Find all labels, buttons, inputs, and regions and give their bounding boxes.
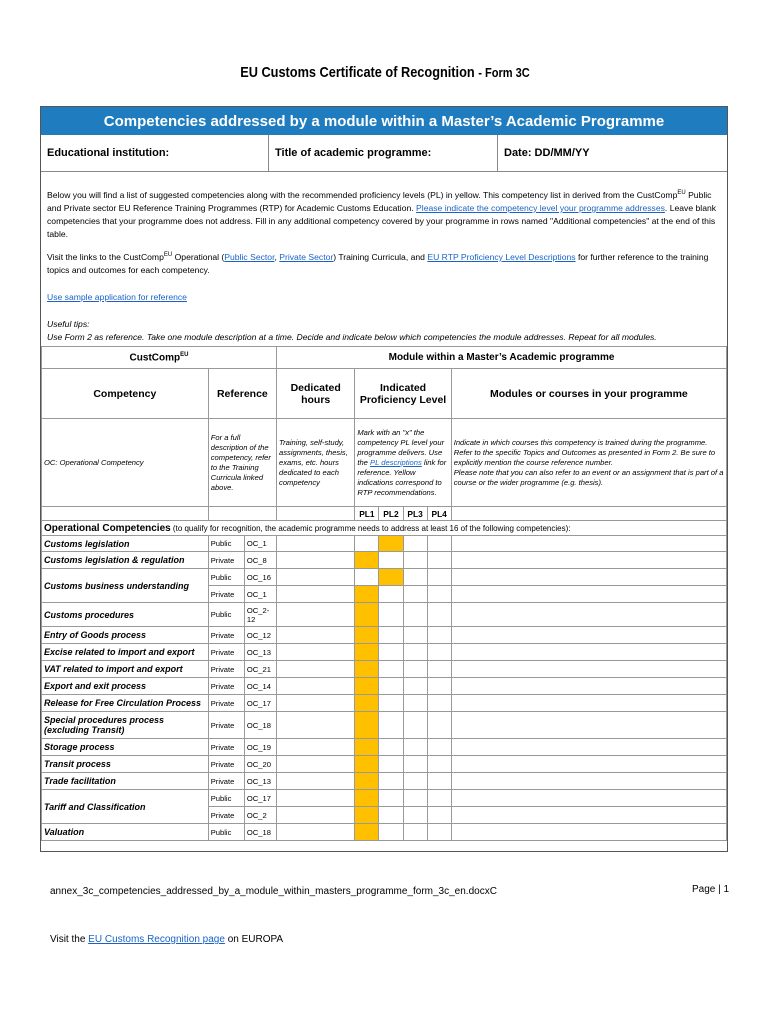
pl3-cell[interactable] — [403, 695, 427, 712]
pl1-header: PL1 — [355, 507, 379, 521]
hours-input-cell[interactable] — [277, 569, 355, 586]
section-banner: Competencies addressed by a module within a Master’s Academic Programme — [41, 107, 727, 135]
pl3-cell[interactable] — [403, 603, 427, 627]
sector-cell: Private — [208, 695, 244, 712]
pl3-cell[interactable] — [403, 678, 427, 695]
pl4-cell[interactable] — [427, 603, 451, 627]
competency-name: Valuation — [42, 824, 209, 841]
pl3-cell[interactable] — [403, 552, 427, 569]
pl3-cell[interactable] — [403, 536, 427, 552]
pl3-cell[interactable] — [403, 807, 427, 824]
pl2-cell[interactable] — [379, 695, 403, 712]
reference-code: OC_13 — [244, 644, 276, 661]
pl2-cell[interactable] — [379, 603, 403, 627]
pl2-cell[interactable] — [379, 773, 403, 790]
header-fields — [41, 135, 727, 172]
level-note: Mark with an "x" the competency PL level your programme delivers. Use the PL descriptions link for reference. Yellow indications correspond to RTP recommendations. — [355, 419, 451, 507]
pl1-cell[interactable] — [355, 773, 379, 790]
competency-row — [42, 756, 727, 773]
pl1-cell[interactable] — [355, 569, 379, 586]
pl1-cell[interactable] — [355, 536, 379, 552]
hours-col-header: Dedicated hours — [277, 369, 355, 419]
competency-name: Transit process — [42, 756, 209, 773]
modules-input-cell[interactable] — [451, 603, 726, 627]
pl4-cell[interactable] — [427, 661, 451, 678]
competency-name: Customs procedures — [42, 603, 209, 627]
pl1-cell[interactable] — [355, 790, 379, 807]
competency-row — [42, 824, 727, 841]
competency-name: Export and exit process — [42, 678, 209, 695]
pl2-cell[interactable] — [379, 661, 403, 678]
competency-row — [42, 678, 727, 695]
sector-cell: Private — [208, 739, 244, 756]
modules-input-cell[interactable] — [451, 536, 726, 552]
pl2-cell[interactable] — [379, 807, 403, 824]
hours-input-cell[interactable] — [277, 824, 355, 841]
modules-input-cell[interactable] — [451, 790, 726, 807]
instructions — [47, 187, 723, 344]
pl3-header: PL3 — [403, 507, 427, 521]
modules-input-cell[interactable] — [451, 678, 726, 695]
competency-name: VAT related to import and export — [42, 661, 209, 678]
pl1-cell[interactable] — [355, 586, 379, 603]
pl2-cell[interactable] — [379, 536, 403, 552]
pl4-cell[interactable] — [427, 790, 451, 807]
reference-col-header: Reference — [208, 369, 276, 419]
reference-code: OC_18 — [244, 824, 276, 841]
reference-code: OC_1 — [244, 536, 276, 552]
pl2-cell[interactable] — [379, 644, 403, 661]
modules-input-cell[interactable] — [451, 712, 726, 739]
hours-input-cell[interactable] — [277, 773, 355, 790]
intro-paragraph-1: Below you will find a list of suggested competencies along with the recommended proficiency levels (PL) in yellow. This competency list in derived from the CustComp$^{EU}$ Public and Private sector EU Reference Training Programmes (RTP) for Academic Customs Education. Please indicate the competency level your programme addresses. Leave blank competencies that your programme does not address. Fill in any additional competency covered by your programme in rows named "Additional competencies" at the end of this table. — [47, 189, 717, 239]
hours-input-cell[interactable] — [277, 807, 355, 824]
competency-table — [41, 346, 727, 841]
pl4-cell[interactable] — [427, 552, 451, 569]
pl1-cell[interactable] — [355, 678, 379, 695]
modules-input-cell[interactable] — [451, 739, 726, 756]
pl3-cell[interactable] — [403, 790, 427, 807]
pl1-cell[interactable] — [355, 644, 379, 661]
pl4-cell[interactable] — [427, 773, 451, 790]
pl1-cell[interactable] — [355, 603, 379, 627]
pl3-cell[interactable] — [403, 627, 427, 644]
sector-cell: Private — [208, 644, 244, 661]
eu-recognition-link[interactable]: EU Customs Recognition page — [88, 934, 225, 945]
reference-code: OC_1 — [244, 586, 276, 603]
date-field[interactable]: Date: DD/MM/YY — [504, 147, 590, 159]
modules-note: Indicate in which courses this competency is trained during the programme. Refer to the specific Topics and Outcomes as presented in Form 2. Be sure to explicitly mention the course reference number. Please note that you can also refer to an event or an assignment that is part of a course or the wider programme (e.g. thesis). — [451, 419, 726, 507]
competency-row — [42, 536, 727, 552]
pl2-cell[interactable] — [379, 586, 403, 603]
modules-input-cell[interactable] — [451, 807, 726, 824]
pl1-cell[interactable] — [355, 739, 379, 756]
modules-input-cell[interactable] — [451, 824, 726, 841]
title-text: EU Customs Certificate of Recognition — [240, 64, 475, 81]
competency-name: Trade facilitation — [42, 773, 209, 790]
pl4-cell[interactable] — [427, 569, 451, 586]
pl1-cell[interactable] — [355, 661, 379, 678]
competency-rows — [42, 536, 727, 841]
hours-input-cell[interactable] — [277, 536, 355, 552]
modules-input-cell[interactable] — [451, 756, 726, 773]
reference-code: OC_8 — [244, 552, 276, 569]
reference-code: OC_2 — [244, 807, 276, 824]
reference-code: OC_17 — [244, 790, 276, 807]
sector-cell: Public — [208, 790, 244, 807]
reference-code: OC_17 — [244, 695, 276, 712]
sector-cell: Private — [208, 661, 244, 678]
pl2-cell[interactable] — [379, 824, 403, 841]
pl1-cell[interactable] — [355, 695, 379, 712]
pl2-cell[interactable] — [379, 756, 403, 773]
sector-cell: Private — [208, 586, 244, 603]
hours-input-cell[interactable] — [277, 586, 355, 603]
footer-visit: Visit the EU Customs Recognition page on EUROPA — [50, 934, 284, 945]
competency-row — [42, 739, 727, 756]
indicate-level-link: Please indicate the competency level your programme addresses — [416, 202, 665, 213]
hours-input-cell[interactable] — [277, 695, 355, 712]
competency-row — [42, 603, 727, 627]
pl3-cell[interactable] — [403, 712, 427, 739]
competency-row — [42, 712, 727, 739]
pl-descriptions-link[interactable]: EU RTP Proficiency Level Descriptions — [427, 251, 576, 262]
sector-cell: Private — [208, 807, 244, 824]
oc-label: OC: Operational Competency — [42, 419, 209, 507]
competency-name: Storage process — [42, 739, 209, 756]
intro-paragraph-2: Visit the links to the CustComp$^{EU}$ Operational (Public Sector, Private Sector) Training Curricula, and EU RTP Proficiency Level Descriptions for further reference to the training topics and outcomes for each competency. — [47, 251, 709, 275]
pl1-cell[interactable] — [355, 807, 379, 824]
reference-code: OC_12 — [244, 627, 276, 644]
sector-cell: Private — [208, 712, 244, 739]
modules-input-cell[interactable] — [451, 586, 726, 603]
hours-note: Training, self-study, assignments, thesis, exams, etc. hours dedicated to each competency — [277, 419, 355, 507]
modules-col-header: Modules or courses in your programme — [451, 369, 726, 419]
sector-cell: Private — [208, 678, 244, 695]
sector-cell: Private — [208, 756, 244, 773]
section-title-row: Operational Competencies (to qualify for recognition, the academic programme needs to address at least 16 of the following competencies): — [42, 521, 727, 536]
reference-code: OC_18 — [244, 712, 276, 739]
custcomp-header: CustComp$^{EU}$ — [42, 347, 277, 369]
competency-row — [42, 695, 727, 712]
pl2-cell[interactable] — [379, 678, 403, 695]
private-sector-link[interactable]: Private Sector — [279, 251, 334, 262]
sector-cell: Private — [208, 627, 244, 644]
hours-input-cell[interactable] — [277, 756, 355, 773]
pl3-cell[interactable] — [403, 569, 427, 586]
modules-input-cell[interactable] — [451, 569, 726, 586]
pl1-cell[interactable] — [355, 756, 379, 773]
pl2-cell[interactable] — [379, 552, 403, 569]
pl1-cell[interactable] — [355, 712, 379, 739]
hours-input-cell[interactable] — [277, 603, 355, 627]
reference-code: OC_20 — [244, 756, 276, 773]
sector-cell: Private — [208, 552, 244, 569]
modules-input-cell[interactable] — [451, 627, 726, 644]
sector-cell: Public — [208, 824, 244, 841]
modules-input-cell[interactable] — [451, 661, 726, 678]
modules-input-cell[interactable] — [451, 552, 726, 569]
competency-name: Release for Free Circulation Process — [42, 695, 209, 712]
pl4-cell[interactable] — [427, 678, 451, 695]
pl2-header: PL2 — [379, 507, 403, 521]
hours-input-cell[interactable] — [277, 790, 355, 807]
competency-row — [42, 644, 727, 661]
competency-name: Special procedures process (excluding Transit) — [42, 712, 209, 739]
reference-code: OC_21 — [244, 661, 276, 678]
reference-code: OC_13 — [244, 773, 276, 790]
pl4-cell[interactable] — [427, 536, 451, 552]
public-sector-link[interactable]: Public Sector — [224, 251, 275, 262]
sample-application-link[interactable]: Use sample application for reference — [47, 291, 187, 302]
pl2-cell[interactable] — [379, 712, 403, 739]
pl3-cell[interactable] — [403, 756, 427, 773]
competency-row — [42, 627, 727, 644]
document-title — [58, 64, 713, 81]
hours-input-cell[interactable] — [277, 678, 355, 695]
hours-input-cell[interactable] — [277, 644, 355, 661]
hours-input-cell[interactable] — [277, 712, 355, 739]
competency-col-header: Competency — [42, 369, 209, 419]
pl1-cell[interactable] — [355, 627, 379, 644]
form-frame — [40, 106, 728, 852]
pl2-cell[interactable] — [379, 790, 403, 807]
pl2-cell[interactable] — [379, 739, 403, 756]
competency-name: Customs legislation & regulation — [42, 552, 209, 569]
pl4-cell[interactable] — [427, 807, 451, 824]
sector-cell: Private — [208, 773, 244, 790]
level-col-header: Indicated Proficiency Level — [355, 369, 451, 419]
reference-code: OC_2-12 — [244, 603, 276, 627]
sector-cell: Public — [208, 536, 244, 552]
modules-input-cell[interactable] — [451, 773, 726, 790]
programme-title-field[interactable]: Title of academic programme: — [269, 135, 498, 171]
pl4-cell[interactable] — [427, 695, 451, 712]
pl3-cell[interactable] — [403, 644, 427, 661]
competency-row — [42, 661, 727, 678]
competency-name: Tariff and Classification — [42, 790, 209, 824]
pl3-cell[interactable] — [403, 739, 427, 756]
pl4-cell[interactable] — [427, 739, 451, 756]
sector-cell: Public — [208, 603, 244, 627]
sector-cell: Public — [208, 569, 244, 586]
hours-input-cell[interactable] — [277, 739, 355, 756]
reference-code: OC_14 — [244, 678, 276, 695]
competency-row — [42, 773, 727, 790]
pl2-cell[interactable] — [379, 569, 403, 586]
page-number: Page | 1 — [692, 884, 730, 895]
reference-code: OC_16 — [244, 569, 276, 586]
pl4-cell[interactable] — [427, 627, 451, 644]
footer-filename: annex_3c_competencies_addressed_by_a_module_within_masters_programme_form_3c_en.docxC — [50, 886, 497, 897]
pl4-cell[interactable] — [427, 824, 451, 841]
competency-row — [42, 569, 727, 586]
reference-note: For a full description of the competency, refer to the Training Curricula linked above. — [208, 419, 276, 507]
modules-input-cell[interactable] — [451, 644, 726, 661]
pl4-cell[interactable] — [427, 756, 451, 773]
modules-input-cell[interactable] — [451, 695, 726, 712]
competency-name: Customs legislation — [42, 536, 209, 552]
pl4-header: PL4 — [427, 507, 451, 521]
competency-row — [42, 552, 727, 569]
useful-tips: Useful tips: Use Form 2 as reference. Take one module description at a time. Decide and indicate below which competencies the module addresses. Repeat for all modules. — [47, 318, 657, 342]
hours-input-cell[interactable] — [277, 627, 355, 644]
form-label: - Form 3C — [478, 65, 530, 80]
reference-code: OC_19 — [244, 739, 276, 756]
pl-descriptions-link-2[interactable]: PL descriptions — [370, 457, 422, 467]
pl3-cell[interactable] — [403, 586, 427, 603]
pl3-cell[interactable] — [403, 824, 427, 841]
hours-input-cell[interactable] — [277, 552, 355, 569]
competency-name: Customs business understanding — [42, 569, 209, 603]
pl3-cell[interactable] — [403, 661, 427, 678]
competency-row — [42, 790, 727, 807]
institution-field[interactable]: Educational institution: — [41, 135, 269, 171]
hours-input-cell[interactable] — [277, 661, 355, 678]
pl1-cell[interactable] — [355, 824, 379, 841]
pl4-cell[interactable] — [427, 586, 451, 603]
pl1-cell[interactable] — [355, 552, 379, 569]
pl4-cell[interactable] — [427, 712, 451, 739]
pl2-cell[interactable] — [379, 627, 403, 644]
module-header: Module within a Master’s Academic programme — [277, 347, 727, 369]
competency-name: Excise related to import and export — [42, 644, 209, 661]
pl4-cell[interactable] — [427, 644, 451, 661]
pl3-cell[interactable] — [403, 773, 427, 790]
competency-name: Entry of Goods process — [42, 627, 209, 644]
